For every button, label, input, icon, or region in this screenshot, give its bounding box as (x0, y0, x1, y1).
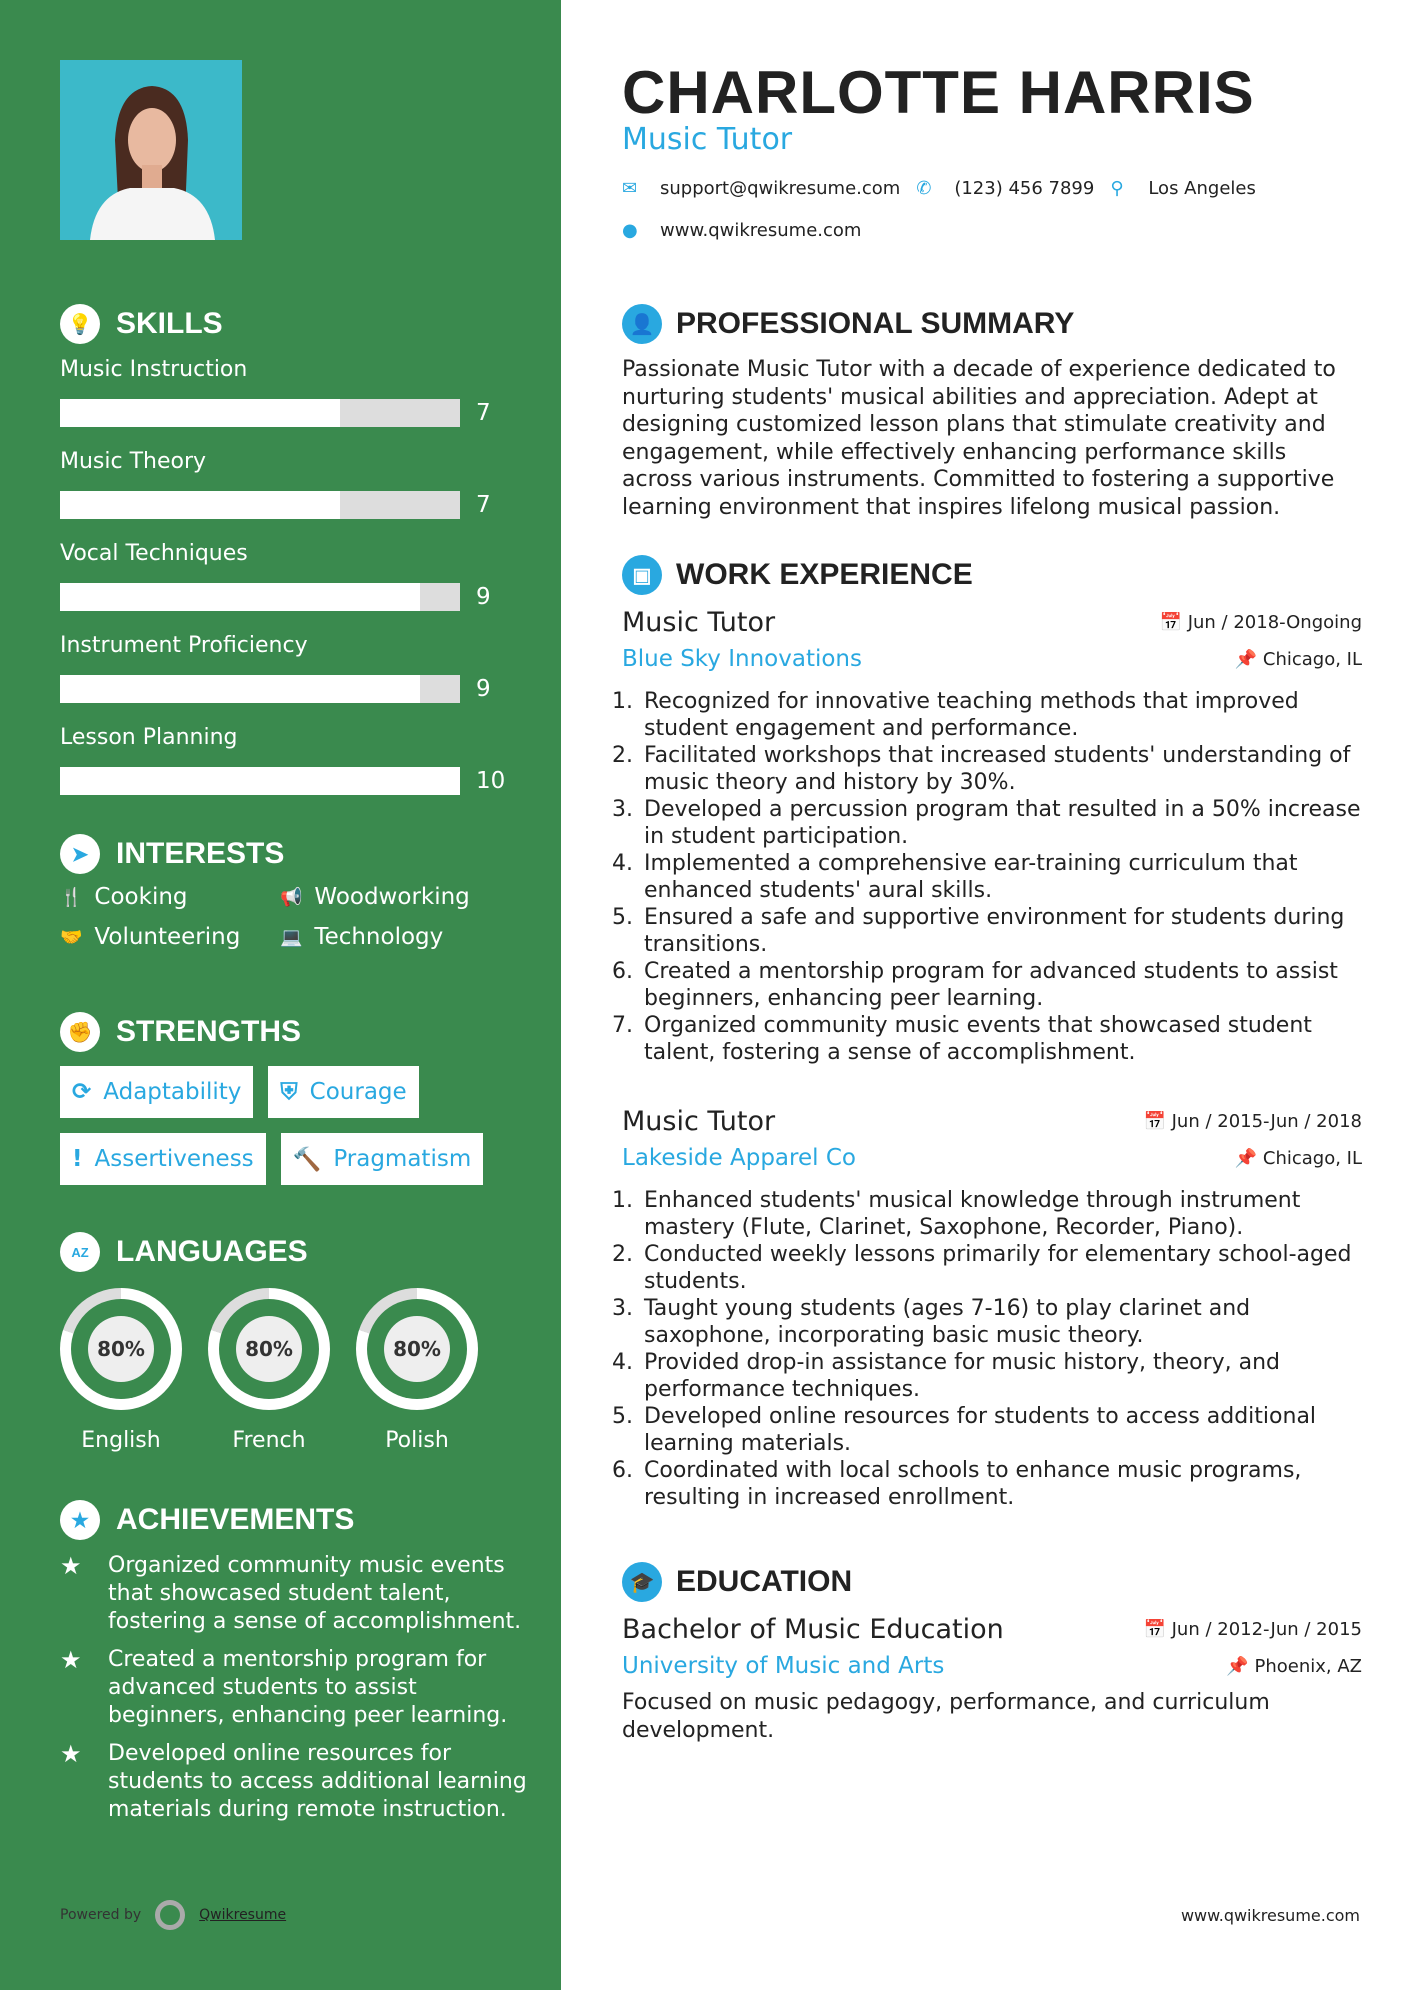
map-marker-icon: ⚲ (1110, 178, 1124, 199)
job-bullet: 6. Coordinated with local schools to enhance music programs, resulting in increased enrollment. (640, 1457, 1362, 1511)
skills-section (60, 302, 520, 806)
strength-chip (281, 1133, 484, 1185)
strengths-title: STRENGTHS (116, 1015, 302, 1048)
refresh-icon: ⟳ (72, 1079, 92, 1105)
pin-icon: 📌 (1234, 1147, 1258, 1169)
strength-label: Assertiveness (94, 1146, 254, 1172)
interest-label: Volunteering (94, 924, 241, 950)
job-date: 📅 Jun / 2015-Jun / 2018 (1143, 1111, 1362, 1132)
strength-chip (60, 1133, 266, 1185)
user-icon: 👤 (622, 304, 662, 344)
candidate-role: Music Tutor (622, 122, 793, 157)
gavel-icon: 🔨 (292, 1146, 322, 1173)
candidate-name: CHARLOTTE HARRIS (622, 59, 1255, 126)
skill-label: Lesson Planning (60, 725, 238, 750)
skill-label: Music Instruction (60, 357, 248, 382)
language-ring (208, 1288, 330, 1410)
job-bullet: 3. Taught young students (ages 7-16) to play clarinet and saxophone, incorporating basic music theory. (640, 1295, 1362, 1349)
strength-label: Adaptability (103, 1079, 242, 1105)
website-row (622, 220, 861, 241)
calendar-icon: 📅 (1159, 612, 1182, 633)
skill-bar-fill (60, 767, 460, 795)
strengths-section (60, 1010, 520, 1185)
location: Los Angeles (1148, 178, 1256, 199)
skill-bar-fill (60, 675, 420, 703)
skill-label: Music Theory (60, 449, 207, 474)
degree: Bachelor of Music Education (622, 1614, 1004, 1645)
briefcase-icon: ▣ (622, 555, 662, 595)
skill-value: 7 (476, 492, 491, 518)
education-text: Focused on music pedagogy, performance, and curriculum development. (622, 1690, 1270, 1743)
language-percent: 80% (236, 1316, 302, 1382)
skill-bar (60, 675, 460, 703)
job-bullet: 7. Organized community music events that showcased student talent, fostering a sense of accomplishment. (640, 1012, 1362, 1066)
skill-item (60, 444, 520, 530)
fist-icon: ✊ (60, 1012, 100, 1052)
job-date: 📅 Jun / 2018-Ongoing (1159, 612, 1362, 633)
skill-value: 9 (476, 584, 491, 610)
job-bullets (622, 1187, 1362, 1511)
job-entry (622, 1106, 1362, 1511)
strength-chip (60, 1066, 253, 1118)
footer-website[interactable]: www.qwikresume.com (1180, 1906, 1360, 1925)
phone-icon: ✆ (916, 178, 932, 199)
job-bullet: 4. Provided drop-in assistance for music history, theory, and performance techniques. (640, 1349, 1362, 1403)
job-title: Music Tutor (622, 607, 776, 638)
job-company: Blue Sky Innovations (622, 646, 862, 672)
job-location: 📌 Chicago, IL (1234, 1147, 1362, 1169)
job-company: Lakeside Apparel Co (622, 1145, 856, 1171)
globe-icon: ● (622, 220, 638, 241)
education-date: 📅 Jun / 2012-Jun / 2015 (1143, 1619, 1362, 1640)
achievement-item (60, 1646, 530, 1730)
language-percent: 80% (88, 1316, 154, 1382)
qwikresume-logo-icon (155, 1900, 185, 1930)
skill-item (60, 352, 520, 438)
language-label: French (232, 1428, 306, 1453)
job-bullet: 5. Developed online resources for students to access additional learning materials. (640, 1403, 1362, 1457)
job-bullets (622, 688, 1362, 1066)
powered-by-label: Powered by (60, 1907, 142, 1923)
skill-item (60, 628, 520, 714)
language-percent: 80% (384, 1316, 450, 1382)
qwikresume-link[interactable]: Qwikresume (199, 1907, 287, 1923)
job-bullet: 4. Implemented a comprehensive ear-training curriculum that enhanced students' aural skills. (640, 850, 1362, 904)
interests-title: INTERESTS (116, 837, 285, 870)
star-icon: ★ (60, 1740, 82, 1768)
bullhorn-icon: 📢 (280, 886, 303, 908)
envelope-icon: ✉ (622, 178, 638, 199)
interest-item (60, 924, 280, 950)
website[interactable]: www.qwikresume.com (660, 220, 862, 241)
skill-value: 7 (476, 400, 491, 426)
strength-label: Pragmatism (333, 1146, 472, 1172)
shield-icon: ⛨ (280, 1079, 298, 1105)
education-location: 📌 Phoenix, AZ (1226, 1655, 1362, 1677)
skill-value: 9 (476, 676, 491, 702)
email[interactable]: support@qwikresume.com (660, 178, 901, 199)
languages-section (60, 1230, 520, 1453)
language-item (208, 1288, 330, 1453)
skill-value: 10 (476, 768, 506, 794)
achievements-title: ACHIEVEMENTS (116, 1503, 355, 1536)
skill-label: Instrument Proficiency (60, 633, 308, 658)
graduation-icon: 🎓 (622, 1562, 662, 1602)
achievement-text: Created a mentorship program for advanced students to assist beginners, enhancing peer learning. (108, 1647, 508, 1728)
skill-bar-fill (60, 491, 340, 519)
skill-item (60, 720, 520, 806)
skill-bar (60, 583, 460, 611)
star-icon: ★ (60, 1500, 100, 1540)
job-bullet: 6. Created a mentorship program for advanced students to assist beginners, enhancing peer learning. (640, 958, 1362, 1012)
language-ring (356, 1288, 478, 1410)
achievement-item (60, 1552, 530, 1636)
language-item (356, 1288, 478, 1453)
star-icon: ★ (60, 1552, 82, 1580)
achievement-text: Organized community music events that showcased student talent, fostering a sense of accomplishment. (108, 1553, 522, 1634)
sidebar (0, 0, 561, 1990)
job-entry (622, 607, 1362, 1066)
language-icon: AZ (60, 1232, 100, 1272)
experience-section (622, 553, 1362, 1511)
language-item (60, 1288, 182, 1453)
language-label: Polish (385, 1428, 449, 1453)
exclamation-icon: ! (72, 1146, 83, 1172)
skill-bar-fill (60, 583, 420, 611)
utensils-icon: 🍴 (60, 886, 83, 908)
interests-section (60, 832, 520, 950)
profile-photo (60, 60, 242, 240)
lightbulb-icon: 💡 (60, 304, 100, 344)
job-bullet: 1. Recognized for innovative teaching methods that improved student engagement and performance. (640, 688, 1362, 742)
job-bullet: 2. Conducted weekly lessons primarily for elementary school-aged students. (640, 1241, 1362, 1295)
achievement-text: Developed online resources for students to access additional learning materials during remote instruction. (108, 1741, 527, 1822)
summary-section (622, 302, 1362, 521)
star-icon: ★ (60, 1646, 82, 1674)
summary-title: PROFESSIONAL SUMMARY (676, 307, 1075, 340)
interest-item (280, 924, 500, 950)
phone: (123) 456 7899 (954, 178, 1095, 199)
languages-title: LANGUAGES (116, 1235, 308, 1268)
job-bullet: 3. Developed a percussion program that resulted in a 50% increase in student participation. (640, 796, 1362, 850)
achievement-item (60, 1740, 530, 1824)
job-location: 📌 Chicago, IL (1234, 648, 1362, 670)
handshake-icon: 🤝 (60, 926, 83, 948)
education-title: EDUCATION (676, 1565, 853, 1598)
contact-row (622, 178, 1256, 199)
education-section (622, 1560, 1362, 1744)
language-label: English (81, 1428, 161, 1453)
laptop-icon: 💻 (280, 926, 303, 948)
interest-label: Technology (314, 924, 444, 950)
interest-label: Woodworking (314, 884, 470, 910)
experience-title: WORK EXPERIENCE (676, 558, 973, 591)
paper-plane-icon: ➤ (60, 834, 100, 874)
strength-chip (268, 1066, 418, 1118)
job-bullet: 2. Facilitated workshops that increased students' understanding of music theory and history by 30%. (640, 742, 1362, 796)
school: University of Music and Arts (622, 1653, 945, 1679)
skill-item (60, 536, 520, 622)
calendar-icon: 📅 (1143, 1111, 1166, 1132)
strength-label: Courage (309, 1079, 407, 1105)
job-bullet: 5. Ensured a safe and supportive environment for students during transitions. (640, 904, 1362, 958)
language-ring (60, 1288, 182, 1410)
skill-label: Vocal Techniques (60, 541, 248, 566)
powered-by (60, 1900, 286, 1930)
interest-item (280, 884, 500, 910)
skill-bar-fill (60, 399, 340, 427)
skill-bar (60, 491, 460, 519)
skills-title: SKILLS (116, 307, 223, 340)
summary-text: Passionate Music Tutor with a decade of experience dedicated to nurturing students' musical abilities and appreciation. Adept at designing customized lesson plans that stimulate creativity and engagement, while effectively enhancing performance skills across various instruments. Committed to fostering a supportive learning environment that inspires lifelong musical passion. (622, 357, 1336, 520)
achievements-section (60, 1498, 530, 1824)
pin-icon: 📌 (1234, 648, 1258, 670)
skill-bar (60, 767, 460, 795)
job-bullet: 1. Enhanced students' musical knowledge through instrument mastery (Flute, Clarinet, Saxophone, Recorder, Piano). (640, 1187, 1362, 1241)
job-title: Music Tutor (622, 1106, 776, 1137)
interest-item (60, 884, 280, 910)
skill-bar (60, 399, 460, 427)
interest-label: Cooking (94, 884, 188, 910)
